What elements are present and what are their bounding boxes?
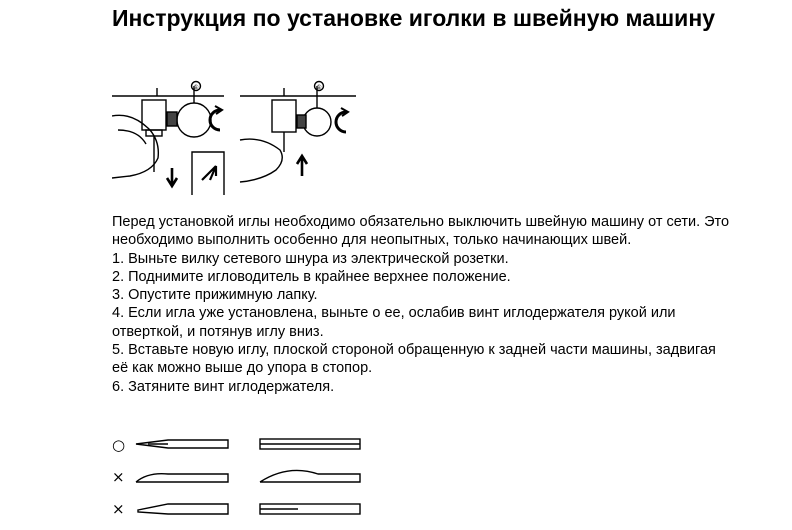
hand-left <box>112 115 158 178</box>
step-2: 2. Поднимите игловодитель в крайнее верхнее положение. <box>112 268 511 285</box>
step-4: 4. Если игла уже установлена, выньте о ее, ослабив винт иглодержателя рукой или отверткой, и потянув иглу вниз. <box>112 305 676 340</box>
correct-mark: ○ <box>112 436 126 454</box>
wrong-mark: × <box>112 468 125 486</box>
step-5: 5. Вставьте новую иглу, плоской стороной обращенную к задней части машины, задвигая её как можно выше до упора в стопор. <box>112 342 716 377</box>
needle-correct <box>136 439 360 449</box>
intro-paragraph: Перед установкой иглы необходимо обязательно выключить швейную машину от сети. Это необходимо выполнить особенно для неопытных, только начинающих швей. <box>112 214 730 249</box>
callout-number: ① <box>193 84 199 91</box>
wrong-mark: × <box>112 500 125 518</box>
needle-bent <box>136 470 360 482</box>
clamp-screw-circle-right <box>303 108 331 136</box>
step-6: 6. Затяните винт иглодержателя. <box>112 378 335 395</box>
step-1: 1. Выньте вилку сетевого шнура из электрической розетки. <box>112 250 509 267</box>
step-3: 3. Опустите прижимную лапку. <box>112 287 318 304</box>
hand-right <box>240 139 282 182</box>
needle-condition-diagram <box>108 430 378 526</box>
callout-number: ① <box>316 84 322 91</box>
needle-installation-illustration <box>112 80 362 195</box>
instructions <box>112 213 732 396</box>
page-title: Инструкция по установке иголки в швейную машину <box>112 5 716 31</box>
needle-blunt <box>138 504 360 514</box>
needle-clamp-right <box>272 100 296 132</box>
clamp-screw-circle-left <box>177 103 211 137</box>
